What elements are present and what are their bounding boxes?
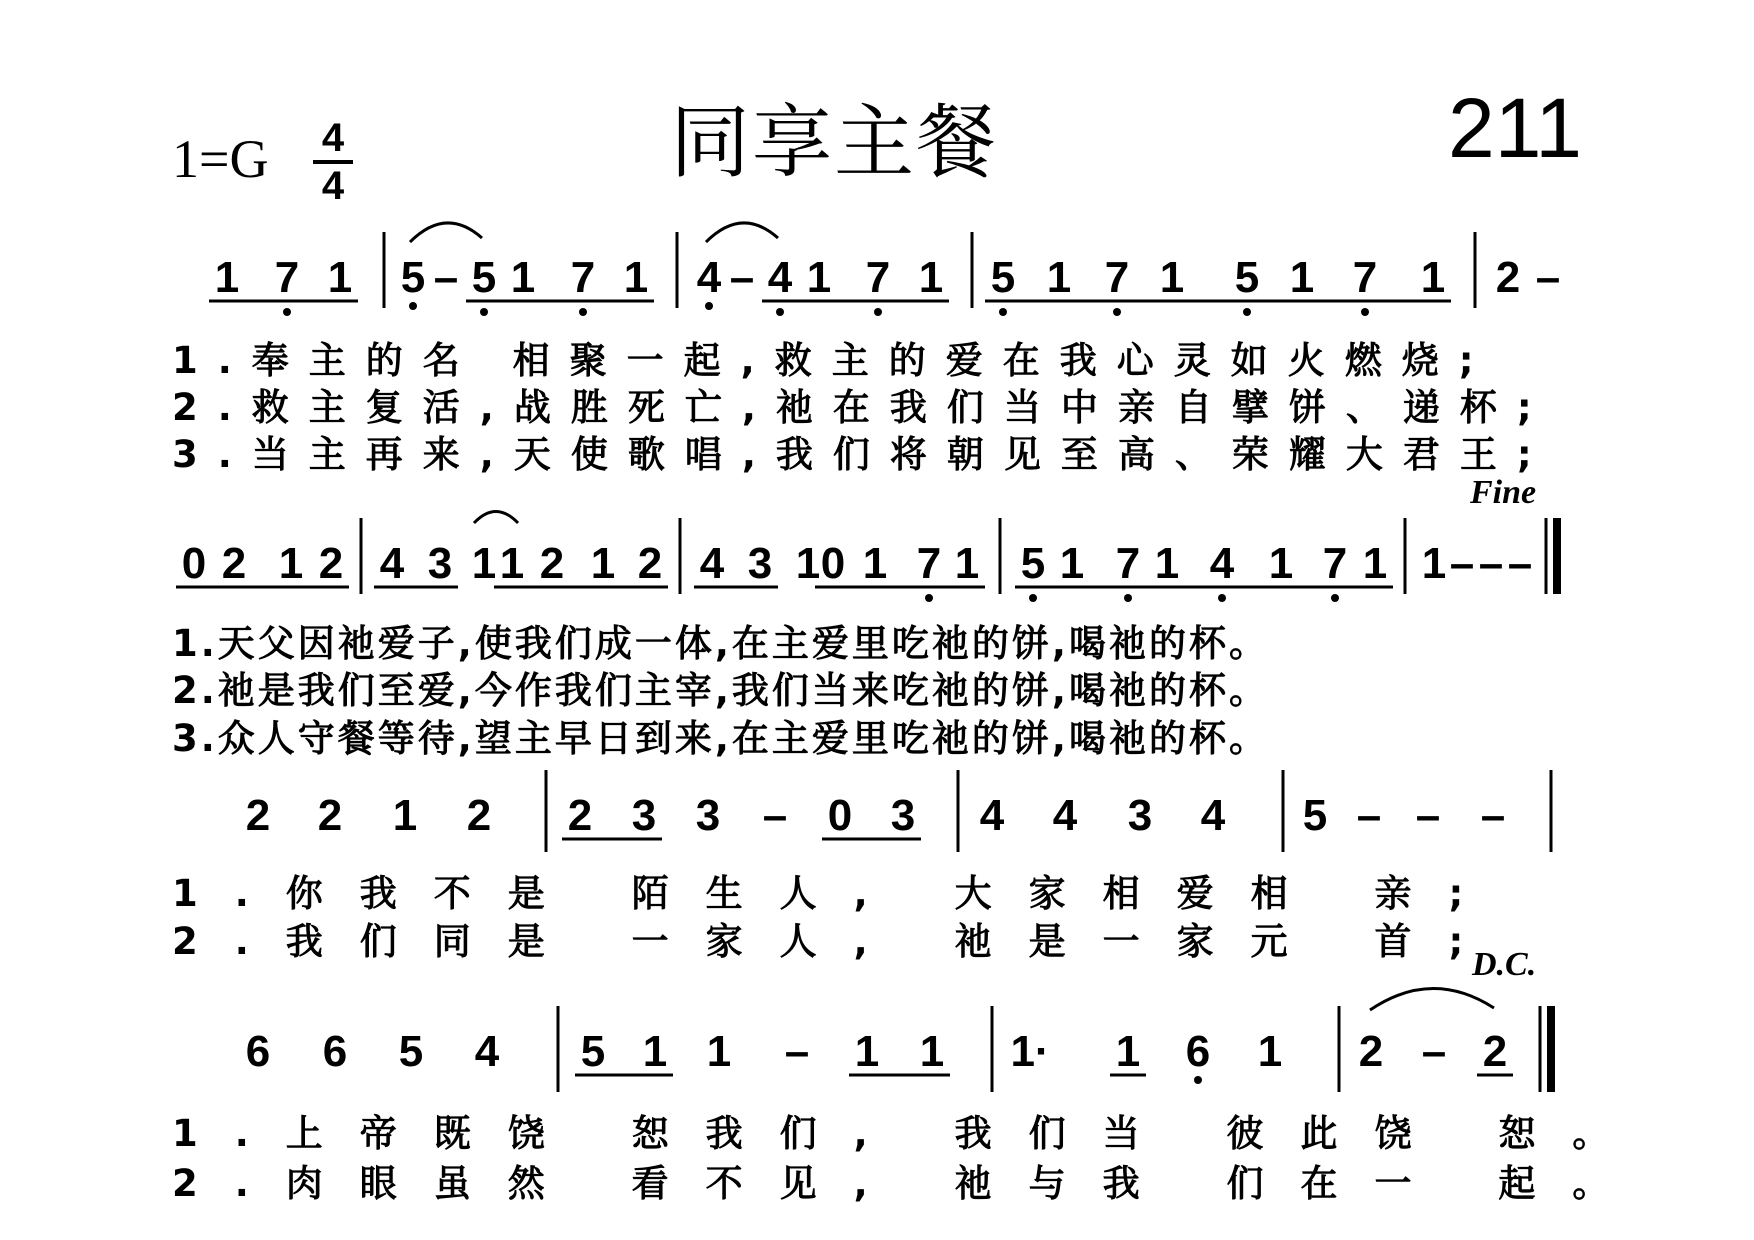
octave-dot	[1218, 594, 1226, 602]
note: 3	[747, 539, 773, 588]
note: 2	[1482, 1027, 1508, 1076]
note: 1	[278, 539, 304, 588]
octave-dot	[1113, 308, 1121, 316]
octave-dot	[1361, 308, 1369, 316]
note: 5	[400, 253, 426, 302]
note: 1	[1059, 539, 1085, 588]
tie-arc	[1370, 988, 1494, 1010]
lyric-line: 2.祂是我们至爱,今作我们主宰,我们当来吃祂的饼,喝祂的杯。	[172, 669, 1269, 712]
note: 2	[318, 539, 344, 588]
note: 1	[499, 539, 525, 588]
dash: –	[1480, 791, 1506, 840]
note: 2	[317, 791, 343, 840]
dash: –	[729, 253, 755, 302]
note: 4	[1200, 791, 1226, 840]
note: 3	[1127, 791, 1153, 840]
tie-arc	[474, 512, 518, 524]
tie-arc	[410, 223, 482, 242]
dash: –	[762, 791, 788, 840]
octave-dot	[1029, 594, 1037, 602]
note: 3	[695, 791, 721, 840]
octave-dot	[705, 302, 713, 310]
note: 4	[767, 253, 793, 302]
lyric-line: 3.当主再来,天使歌唱,我们将朝见至高、荣耀大君王;	[172, 433, 1552, 476]
note: 5	[1302, 791, 1328, 840]
lyric-line: 2.肉眼虽然 看不见, 祂与我 们在一 起。	[172, 1162, 1647, 1205]
lyric-line: 2.救主复活,战胜死亡,祂在我们当中亲自擘饼、递杯;	[172, 386, 1552, 429]
dash: –	[1356, 791, 1382, 840]
note: 2	[221, 539, 247, 588]
time-numerator: 4	[321, 116, 345, 160]
octave-dot	[1194, 1076, 1202, 1084]
lyric-line: 1.天父因祂爱子,使我们成一体,在主爱里吃祂的饼,喝祂的杯。	[172, 622, 1269, 665]
note: 2	[637, 539, 663, 588]
dash: –	[1421, 1027, 1447, 1076]
note: 1	[706, 1027, 732, 1076]
note: 2	[1358, 1027, 1384, 1076]
note: 1	[854, 1027, 880, 1076]
lyric-line: 3.众人守餐等待,望主早日到来,在主爱里吃祂的饼,喝祂的杯。	[172, 717, 1269, 760]
note: 6	[322, 1027, 348, 1076]
dash: –	[433, 253, 459, 302]
note: 5	[990, 253, 1016, 302]
lyric-line: 1.你我不是 陌生人, 大家相爱相 亲;	[172, 872, 1501, 915]
note: 7	[1352, 253, 1378, 302]
dc-marking: D.C.	[1472, 946, 1537, 983]
note: 1	[795, 539, 821, 588]
note: 1	[862, 539, 888, 588]
dash: –	[1478, 539, 1504, 588]
note: 7	[916, 539, 942, 588]
note: 4	[1209, 539, 1235, 588]
note: 1	[590, 539, 616, 588]
note: 2	[466, 791, 492, 840]
octave-dot	[1243, 308, 1251, 316]
note: 1	[392, 791, 418, 840]
note: 1	[327, 253, 353, 302]
note: 7	[274, 253, 300, 302]
note: 2	[539, 539, 565, 588]
note: 1	[1159, 253, 1185, 302]
note: 1	[1362, 539, 1388, 588]
note: 3	[631, 791, 657, 840]
note: 0	[827, 791, 853, 840]
note: 1	[918, 253, 944, 302]
dash: –	[1415, 791, 1441, 840]
note: 5	[398, 1027, 424, 1076]
key-signature: 1=G	[172, 129, 269, 189]
note: 1·	[1010, 1027, 1050, 1076]
octave-dot	[579, 308, 587, 316]
note: 1	[1421, 539, 1447, 588]
note: 7	[1322, 539, 1348, 588]
note: 1	[214, 253, 240, 302]
note: 1	[1289, 253, 1315, 302]
note: 1	[806, 253, 832, 302]
note: 1	[1420, 253, 1446, 302]
note: 7	[1115, 539, 1141, 588]
note: 4	[979, 791, 1005, 840]
octave-dot	[999, 308, 1007, 316]
note: 2	[567, 791, 593, 840]
lyric-line: 1.奉主的名 相聚一起,救主的爱在我心灵如火燃烧;	[172, 339, 1494, 382]
note: 1	[642, 1027, 668, 1076]
note: 1	[510, 253, 536, 302]
note: 7	[570, 253, 596, 302]
tie-arc	[706, 223, 778, 242]
octave-dot	[1124, 594, 1132, 602]
dash: –	[1535, 253, 1561, 302]
octave-dot	[925, 594, 933, 602]
note: 1	[1046, 253, 1072, 302]
note: 4	[379, 539, 405, 588]
note: 6	[245, 1027, 271, 1076]
note: 5	[580, 1027, 606, 1076]
octave-dot	[283, 308, 291, 316]
note: 5	[471, 253, 497, 302]
note: 1	[1154, 539, 1180, 588]
note: 7	[865, 253, 891, 302]
note: 0	[181, 539, 207, 588]
note: 7	[1104, 253, 1130, 302]
note: 1	[919, 1027, 945, 1076]
dash: –	[1449, 539, 1475, 588]
note: 4	[474, 1027, 500, 1076]
octave-dot	[409, 302, 417, 310]
time-denominator: 4	[321, 164, 345, 208]
note: 4	[1052, 791, 1078, 840]
note: 4	[696, 253, 722, 302]
note: 1	[1268, 539, 1294, 588]
note: 1	[623, 253, 649, 302]
note: 3	[427, 539, 453, 588]
note: 5	[1234, 253, 1260, 302]
note: 2	[1495, 253, 1521, 302]
hymn-number: 211	[1448, 81, 1582, 175]
note: 1	[1115, 1027, 1141, 1076]
note: 4	[699, 539, 725, 588]
octave-dot	[1331, 594, 1339, 602]
note: 6	[1185, 1027, 1211, 1076]
octave-dot	[480, 308, 488, 316]
note: 1	[1257, 1027, 1283, 1076]
dash: –	[1507, 539, 1533, 588]
note: 2	[245, 791, 271, 840]
fine-marking: Fine	[1470, 474, 1537, 511]
octave-dot	[874, 308, 882, 316]
note: 1	[954, 539, 980, 588]
note: 3	[890, 791, 916, 840]
note: 1	[471, 539, 497, 588]
lyric-line: 1.上帝既饶 恕我们, 我们当 彼此饶 恕。	[172, 1112, 1647, 1155]
dash: –	[784, 1027, 810, 1076]
note: 5	[1020, 539, 1046, 588]
hymn-title: 同享主餐	[670, 96, 998, 189]
lyric-line: 2.我们同是 一家人, 祂是一家元 首;	[172, 920, 1501, 963]
note: 0	[820, 539, 846, 588]
octave-dot	[776, 308, 784, 316]
